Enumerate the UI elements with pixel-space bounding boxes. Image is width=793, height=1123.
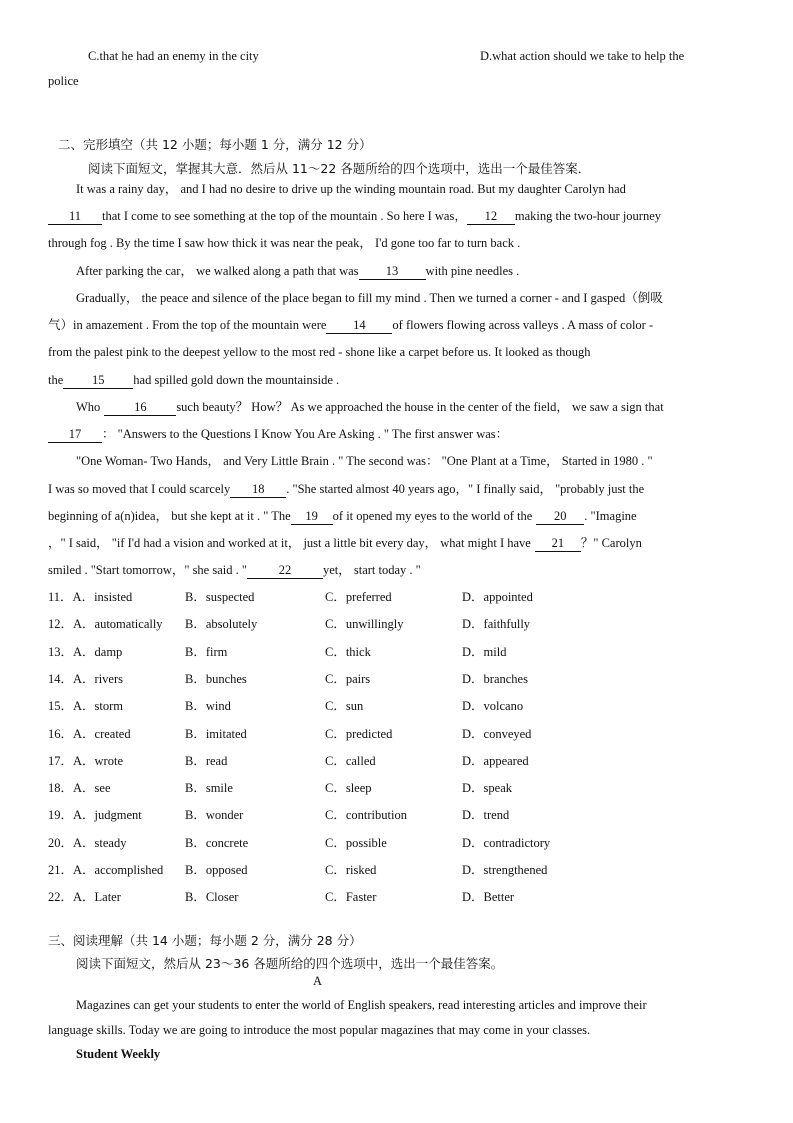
option-choice[interactable]: C．thick xyxy=(325,644,371,659)
option-choice[interactable]: B．absolutely xyxy=(185,617,258,632)
option-choice[interactable]: 17．A．wrote xyxy=(48,753,123,768)
option-choice[interactable]: C．contribution xyxy=(325,808,407,823)
subheading: Student Weekly xyxy=(76,1047,161,1061)
prev-option-d: D.what action should we take to help the xyxy=(480,49,685,63)
reading-paragraph-line-1: Magazines can get your students to enter the world of English speakers, read interesting articles and improve their xyxy=(76,998,647,1012)
prev-option-c: C.that he had an enemy in the city xyxy=(88,49,259,63)
blank-16[interactable]: 16 xyxy=(104,399,176,416)
blank-18[interactable]: 18 xyxy=(230,481,286,498)
option-choice[interactable]: D．strengthened xyxy=(462,863,548,877)
passage-line-14: ，" I said， "if I'd had a vision and worked at it， just a little bit every day， what might I have 21 ？" Carolyn xyxy=(48,536,642,550)
passage-line-6: 气）in amazement . From the top of the mountain were 14 of flowers flowing across valleys . A mass of color - xyxy=(48,318,654,332)
option-choice[interactable]: C．risked xyxy=(325,863,377,877)
option-row xyxy=(48,779,748,797)
option-choice[interactable]: D．conveyed xyxy=(462,726,532,741)
option-choice[interactable]: D．branches xyxy=(462,671,528,686)
blank-21[interactable]: 21 xyxy=(535,535,581,552)
option-choice[interactable]: B．smile xyxy=(185,781,233,796)
passage-line-13: beginning of a(n)idea， but she kept at it . " The 19 of it opened my eyes to the world of the 20 . "Imagine xyxy=(48,509,637,523)
blank-13[interactable]: 13 xyxy=(359,263,426,280)
option-row xyxy=(48,588,748,606)
section-2-heading: 二、完形填空（共 12 小题；每小题 1 分，满分 12 分） xyxy=(58,137,372,152)
option-choice[interactable]: 12．A．automatically xyxy=(48,617,163,632)
option-choice[interactable]: D．appeared xyxy=(462,753,529,768)
option-choice[interactable]: C．sun xyxy=(325,699,364,714)
option-choice[interactable]: D．trend xyxy=(462,808,510,823)
option-choice[interactable]: 15．A．storm xyxy=(48,699,124,714)
option-choice[interactable]: B．imitated xyxy=(185,726,247,741)
option-choice[interactable]: 22．A．Later xyxy=(48,890,121,905)
option-choice[interactable]: D．contradictory xyxy=(462,835,551,850)
passage-line-12: I was so moved that I could scarcely 18 . "She started almost 40 years ago，" I finally said， "probably just the xyxy=(48,482,645,496)
passage-line-15: smiled . "Start tomorrow，" she said . " 22 yet， start today . " xyxy=(48,563,421,577)
option-row xyxy=(48,834,748,852)
option-row xyxy=(48,861,748,879)
passage-line-1: It was a rainy day， and I had no desire to drive up the winding mountain road. But my daughter Carolyn had xyxy=(76,182,626,196)
passage-line-4: After parking the car， we walked along a path that was 13 with pine needles . xyxy=(76,264,520,278)
option-choice[interactable]: C．preferred xyxy=(325,590,392,604)
option-choice[interactable]: 18．A．see xyxy=(48,781,111,796)
option-row xyxy=(48,752,748,770)
passage-line-2: 11 that I come to see something at the top of the mountain . So here I was， 12 making the two-hour journey xyxy=(48,207,661,225)
reading-paragraph-line-2: language skills. Today we are going to introduce the most popular magazines that may come in your classes. xyxy=(48,1023,591,1037)
blank-19[interactable]: 19 xyxy=(291,508,333,525)
passage-line-3: through fog . By the time I saw how thick it was near the peak， I'd gone too far to turn back . xyxy=(48,236,521,250)
option-row xyxy=(48,806,748,824)
option-choice[interactable]: B．wonder xyxy=(185,808,244,823)
blank-22[interactable]: 22 xyxy=(247,562,323,579)
option-choice[interactable]: 19．A．judgment xyxy=(48,808,142,823)
passage-line-10: 17 ： "Answers to the Questions I Know You Are Asking . " The first answer was： xyxy=(48,425,508,443)
option-choice[interactable]: C．predicted xyxy=(325,726,393,741)
option-choice[interactable]: B．firm xyxy=(185,644,228,659)
option-choice[interactable]: B．bunches xyxy=(185,671,247,686)
blank-14[interactable]: 14 xyxy=(326,317,392,334)
option-choice[interactable]: C．pairs xyxy=(325,671,371,686)
option-row xyxy=(48,670,748,688)
passage-line-5: Gradually， the peace and silence of the place began to fill my mind . Then we turned a corner - and I gasped（倒吸 xyxy=(76,291,663,305)
option-choice[interactable]: C．possible xyxy=(325,835,387,850)
option-choice[interactable]: 11．A．insisted xyxy=(48,590,133,604)
option-choice[interactable]: 14．A．rivers xyxy=(48,671,123,686)
option-choice[interactable]: B．concrete xyxy=(185,835,249,850)
option-choice[interactable]: D．volcano xyxy=(462,699,524,714)
option-choice[interactable]: D．speak xyxy=(462,781,512,796)
option-row xyxy=(48,697,748,715)
blank-11[interactable]: 11 xyxy=(48,208,102,225)
option-choice[interactable]: D．faithfully xyxy=(462,617,531,632)
option-choice[interactable]: B．wind xyxy=(185,699,231,714)
option-choice[interactable]: B．suspected xyxy=(185,590,255,604)
passage-line-9: Who 16 such beauty？ How？ As we approached the house in the center of the field， we saw a sign that xyxy=(76,400,664,414)
prev-option-d-continued: police xyxy=(48,74,79,88)
passage-line-11: "One Woman- Two Hands， and Very Little Brain . " The second was： "One Plant at a Time， Started in 1980 . " xyxy=(76,454,653,468)
option-choice[interactable]: 16．A．created xyxy=(48,726,131,741)
option-choice[interactable]: C．unwillingly xyxy=(325,617,404,632)
option-row xyxy=(48,643,748,661)
option-choice[interactable]: 21．A．accomplished xyxy=(48,863,164,877)
option-choice[interactable]: D．mild xyxy=(462,644,507,659)
option-choice[interactable]: 20．A．steady xyxy=(48,835,127,850)
passage-line-7: from the palest pink to the deepest yellow to the most red - shone like a carpet before us. It looked as though xyxy=(48,345,591,359)
option-row xyxy=(48,725,748,743)
option-row xyxy=(48,888,748,906)
option-choice[interactable]: C．called xyxy=(325,753,376,768)
blank-12[interactable]: 12 xyxy=(467,208,515,225)
passage-line-8: the 15 had spilled gold down the mountainside . xyxy=(48,373,340,387)
option-choice[interactable]: D．Better xyxy=(462,890,515,905)
section-3-instruction: 阅读下面短文，然后从 23～36 各题所给的四个选项中，选出一个最佳答案。 xyxy=(76,956,504,971)
option-choice[interactable]: D．appointed xyxy=(462,590,533,604)
blank-20[interactable]: 20 xyxy=(536,508,584,525)
option-choice[interactable]: B．read xyxy=(185,753,228,768)
option-choice[interactable]: B．opposed xyxy=(185,863,248,877)
option-choice[interactable]: C．sleep xyxy=(325,781,372,796)
section-3-heading: 三、阅读理解（共 14 小题；每小题 2 分，满分 28 分） xyxy=(48,933,362,948)
blank-15[interactable]: 15 xyxy=(63,372,133,389)
option-choice[interactable]: 13．A．damp xyxy=(48,644,123,659)
blank-17[interactable]: 17 xyxy=(48,426,102,443)
part-label: A xyxy=(313,974,323,988)
section-2-instruction: 阅读下面短文，掌握其大意．然后从 11～22 各题所给的四个选项中，选出一个最佳答案． xyxy=(88,161,591,176)
option-choice[interactable]: C．Faster xyxy=(325,890,377,905)
option-row xyxy=(48,615,748,633)
option-choice[interactable]: B．Closer xyxy=(185,890,239,905)
